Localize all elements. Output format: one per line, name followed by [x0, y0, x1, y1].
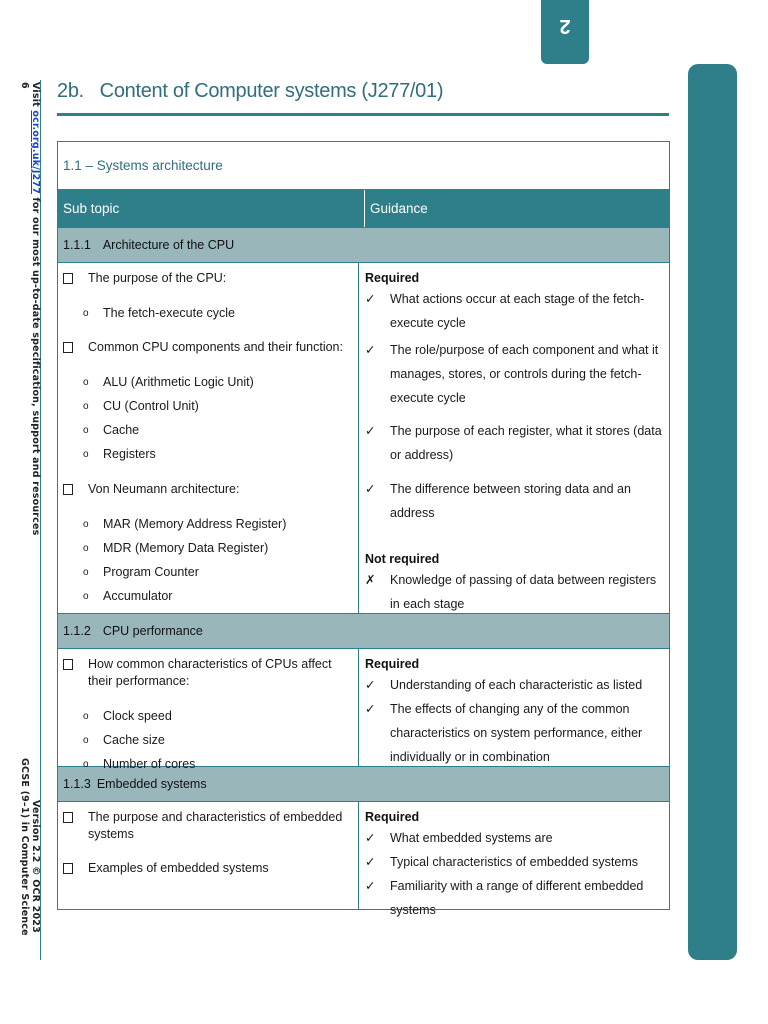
required-text: The purpose of each register, what it stores (data or address)	[390, 424, 662, 462]
subitem-text: Number of cores	[103, 757, 196, 771]
side-qualification: GCSE (9–1) in Computer Science	[19, 758, 30, 936]
side-version: Version 2.2 © OCR 2023	[30, 800, 41, 933]
subheader-number: 1.1.2	[63, 624, 91, 638]
not-required-label: Not required	[365, 552, 440, 566]
bullet-icon: o	[83, 711, 89, 722]
list-item	[63, 270, 358, 287]
required-text: What embedded systems are	[390, 831, 553, 845]
page-title: 2b. Content of Computer systems (J277/01)	[57, 80, 444, 102]
table-row	[58, 802, 669, 917]
subtopic-cell	[58, 263, 359, 613]
check-icon: ✓	[365, 482, 376, 496]
bullet-icon: o	[83, 543, 89, 554]
section-title: 1.1 – Systems architecture	[58, 142, 669, 190]
subitem-text: Registers	[103, 447, 156, 461]
cross-icon: ✗	[365, 573, 376, 587]
required-item	[365, 826, 669, 850]
bullet-icon: o	[83, 449, 89, 460]
list-item	[63, 339, 358, 356]
table-row	[58, 263, 669, 613]
item-text: Examples of embedded systems	[88, 861, 269, 875]
checkbox-icon	[63, 484, 73, 495]
list-item	[63, 809, 358, 843]
required-item	[365, 287, 669, 335]
required-label: Required	[365, 810, 420, 824]
list-subitem	[63, 564, 358, 581]
checkbox-icon	[63, 659, 73, 670]
list-subitem	[63, 374, 358, 391]
required-item	[365, 697, 669, 769]
required-text: What actions occur at each stage of the fetch-execute cycle	[390, 292, 645, 330]
visit-prefix: Visit	[30, 82, 41, 111]
table-row	[58, 649, 669, 771]
item-text: How common characteristics of CPUs affect their performance:	[88, 657, 332, 688]
guidance-cell	[359, 263, 669, 613]
bullet-icon: o	[83, 759, 89, 770]
table-header	[58, 190, 669, 227]
list-item	[63, 656, 358, 690]
list-item	[63, 481, 358, 498]
subitem-text: ALU (Arithmetic Logic Unit)	[103, 375, 254, 389]
required-item	[365, 673, 669, 697]
subitem-text: Clock speed	[103, 709, 172, 723]
subheader-title: Embedded systems	[96, 777, 207, 791]
subheader-1-1-1	[58, 227, 669, 263]
visit-suffix: for our most up-to-date specification, support and resources	[30, 194, 41, 536]
bullet-icon: o	[83, 567, 89, 578]
bullet-icon: o	[83, 377, 89, 388]
bullet-icon: o	[83, 425, 89, 436]
required-item	[365, 338, 669, 410]
required-label: Required	[365, 657, 420, 671]
required-text: Understanding of each characteristic as listed	[390, 678, 643, 692]
subtopic-cell	[58, 649, 359, 771]
required-text: Familiarity with a range of different embedded systems	[390, 879, 644, 917]
subitem-text: Program Counter	[103, 565, 199, 579]
check-icon: ✓	[365, 702, 376, 716]
page-number: 2	[559, 15, 571, 37]
guidance-cell	[359, 649, 669, 766]
list-subitem	[63, 516, 358, 533]
required-text: The role/purpose of each component and what it manages, stores, or controls during the fetch-execute cycle	[390, 343, 659, 405]
not-required-text: Knowledge of passing of data between registers in each stage	[390, 573, 657, 611]
required-item	[365, 874, 669, 922]
check-icon: ✓	[365, 879, 376, 893]
required-text: The effects of changing any of the common characteristics on system performance, either individually or in combination	[390, 702, 643, 764]
list-subitem	[63, 446, 358, 463]
subitem-text: Cache	[103, 423, 140, 437]
checkbox-icon	[63, 273, 73, 284]
list-subitem	[63, 732, 358, 749]
list-subitem	[63, 422, 358, 439]
list-subitem	[63, 305, 358, 322]
subheader-title: Architecture of the CPU	[102, 238, 235, 252]
check-icon: ✓	[365, 343, 376, 357]
subitem-text: MDR (Memory Data Register)	[103, 541, 269, 555]
page-heading	[57, 80, 669, 114]
required-text: The difference between storing data and an address	[390, 482, 631, 520]
check-icon: ✓	[365, 855, 376, 869]
subitem-text: Accumulator	[103, 589, 173, 603]
subheader-number: 1.1.1	[63, 238, 91, 252]
item-text: Von Neumann architecture:	[88, 482, 240, 496]
checkbox-icon	[63, 342, 73, 353]
subitem-text: MAR (Memory Address Register)	[103, 517, 287, 531]
item-text: The purpose of the CPU:	[88, 271, 227, 285]
bullet-icon: o	[83, 519, 89, 530]
subheader-1-1-2	[58, 613, 669, 649]
list-subitem	[63, 756, 358, 773]
side-visit-text	[30, 82, 41, 536]
required-item	[365, 850, 669, 874]
check-icon: ✓	[365, 678, 376, 692]
col-guidance: Guidance	[370, 201, 428, 216]
heading-rule	[57, 113, 669, 116]
list-subitem	[63, 398, 358, 415]
not-required-item	[365, 568, 669, 616]
bullet-icon: o	[83, 591, 89, 602]
list-item	[63, 860, 358, 877]
bullet-icon: o	[83, 308, 89, 319]
content-table	[57, 141, 670, 917]
item-text: Common CPU components and their function:	[88, 340, 343, 354]
subitem-text: Cache size	[103, 733, 165, 747]
bullet-icon: o	[83, 401, 89, 412]
list-subitem	[63, 588, 358, 605]
guidance-cell	[359, 802, 669, 917]
check-icon: ✓	[365, 292, 376, 306]
subitem-text: The fetch-execute cycle	[103, 306, 236, 320]
right-side-bar	[688, 64, 737, 960]
checkbox-icon	[63, 812, 73, 823]
list-subitem	[63, 708, 358, 725]
col-subtopic: Sub topic	[58, 190, 365, 227]
check-icon: ✓	[365, 831, 376, 845]
checkbox-icon	[63, 863, 73, 874]
side-page-number: 6	[19, 82, 30, 89]
subitem-text: CU (Control Unit)	[103, 399, 199, 413]
required-item	[365, 477, 669, 525]
required-item	[365, 419, 669, 467]
page-number-tab	[541, 0, 589, 64]
check-icon: ✓	[365, 424, 376, 438]
required-label: Required	[365, 271, 420, 285]
subtopic-cell	[58, 802, 359, 909]
required-text: Typical characteristics of embedded systems	[390, 855, 639, 869]
subheader-number: 1.1.3	[63, 777, 91, 791]
subheader-title: CPU performance	[102, 624, 203, 638]
bullet-icon: o	[83, 735, 89, 746]
list-subitem	[63, 540, 358, 557]
item-text: The purpose and characteristics of embedded systems	[88, 810, 343, 841]
ocr-link[interactable]: ocr.org.uk/J277	[30, 110, 41, 195]
